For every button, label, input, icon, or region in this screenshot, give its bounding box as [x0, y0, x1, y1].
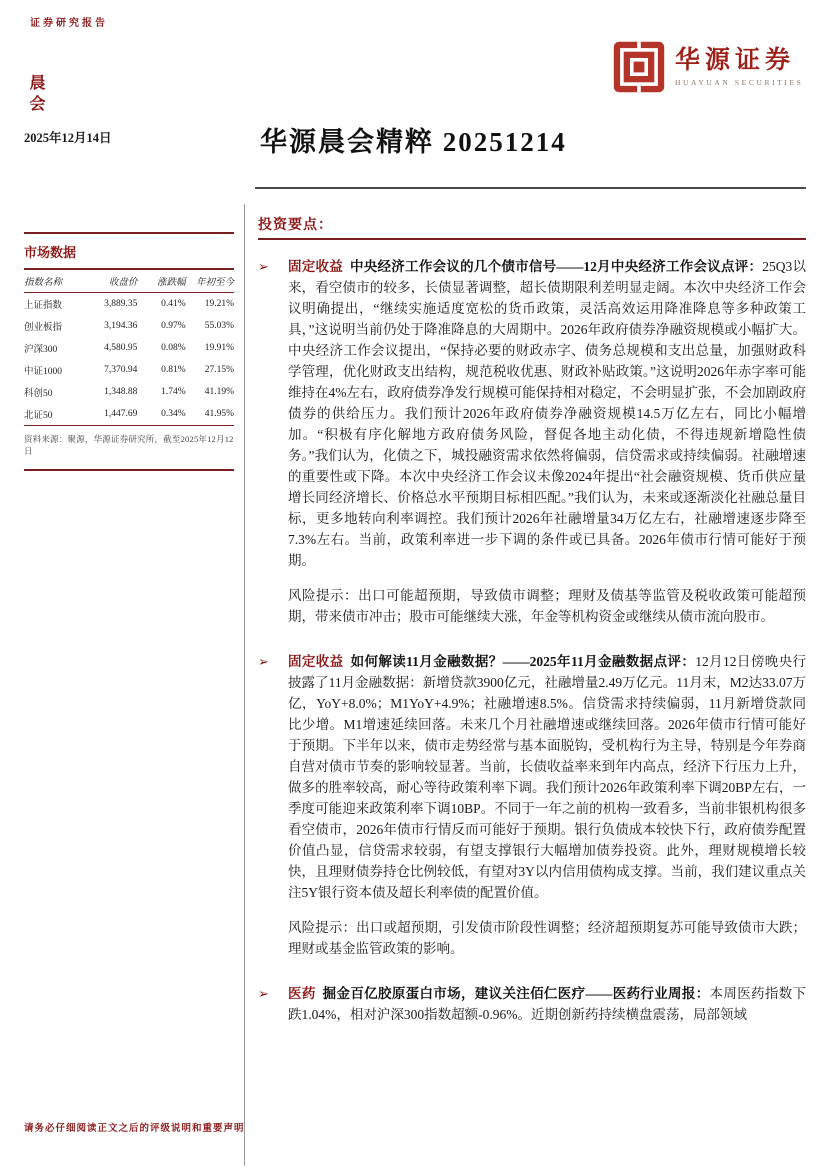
- item-content: [288, 256, 806, 627]
- table-header-cell: 年初至今: [186, 269, 234, 293]
- table-header-cell: 指数名称: [24, 269, 89, 293]
- change-pct: 0.08%: [161, 343, 186, 353]
- ytd-pct: 55.03%: [204, 321, 234, 331]
- change-pct: 0.97%: [161, 321, 186, 331]
- brand-logo: [612, 40, 808, 94]
- item-category: 固定收益: [288, 259, 344, 274]
- change-pct: 1.74%: [161, 387, 186, 397]
- close-price: 1,447.69: [89, 403, 137, 426]
- report-item: [258, 651, 806, 959]
- item-category: 固定收益: [288, 654, 344, 669]
- risk-note: 风险提示：出口或超预期，引发债市阶段性调整；经济超预期复苏可能导致债市大跌；理财或基金监管政策的影响。: [288, 920, 806, 956]
- index-name: 北证50: [24, 403, 89, 426]
- main-content: [258, 214, 806, 1049]
- item-headline: 掘金百亿胶原蛋白市场，建议关注佰仁医疗——医药行业周报：: [322, 986, 710, 1001]
- table-row: [24, 315, 234, 337]
- market-data-title: 市场数据: [24, 245, 77, 260]
- table-header-cell: 收盘价: [89, 269, 137, 293]
- brand-text: [675, 47, 803, 87]
- close-price: 4,580.95: [104, 343, 138, 353]
- report-item: [258, 983, 806, 1025]
- change-pct: 0.41%: [161, 299, 186, 309]
- close-price: 3,889.35: [104, 299, 138, 309]
- close-price: 1,348.88: [104, 387, 138, 397]
- bullet-icon: ➢: [258, 259, 269, 274]
- item-text: [288, 651, 806, 903]
- investment-highlights-title: 投资要点：: [258, 218, 333, 233]
- index-name: 创业板指: [24, 323, 63, 333]
- item-body: 本周医药指数下跌1.04%，相对沪深300指数超额-0.96%。近期创新药持续横盘震荡，局部领域: [288, 986, 807, 1022]
- change-pct: 0.34%: [137, 403, 185, 426]
- index-name: 中证1000: [24, 367, 63, 377]
- item-text: [288, 983, 806, 1025]
- table-header-row: [24, 269, 234, 293]
- bullet-icon: ➢: [258, 654, 269, 669]
- market-data-section: [24, 232, 234, 471]
- ytd-pct: 41.95%: [186, 403, 234, 426]
- item-headline: 如何解读11月金融数据？——2025年11月金融数据点评：: [350, 654, 696, 669]
- item-headline: 中央经济工作会议的几个债市信号——12月中央经济工作会议点评：: [350, 259, 763, 274]
- ytd-pct: 19.91%: [204, 343, 234, 353]
- market-data-table: [24, 268, 234, 426]
- brand-name-cn: 华源证券: [675, 47, 796, 75]
- ytd-pct: 41.19%: [204, 387, 234, 397]
- footer-disclaimer: 请务必仔细阅读正文之后的评级说明和重要声明: [24, 1124, 245, 1134]
- table-row: [24, 337, 234, 359]
- close-price: 7,370.94: [104, 365, 138, 375]
- item-body: 25Q3以来，看空债市的较多，长债显著调整，超长债期限利差明显走阔。本次中央经济工作会议明确提出，“继续实施适度宽松的货币政策，灵活高效运用降准降息等多种政策工具，”这说明当前仍处于降准降息的大周期中。2026年政府债券净融资规模或小幅扩大。中央经济工作会议提出，“保持必要的财政赤字、债务总规模和支出总量，加强财政科学管理，优化财政支出结构，规范税收优惠、财政补贴政策。”这说明2026年赤字率可能维持在4%左右，政府债券净发行规模可能保持相对稳定，不会明显扩张，不会加剧政府债券的供给压力。我们预计2026年政府债券净融资规模14.5万亿左右，同比小幅增加。“积极有序化解地方政府债务风险，督促各地主动化债，不得违规新增隐性债务。”我们认为，化债之下，城投融资需求依然将偏弱，信贷需求或持续偏弱。社融增速的重要性或下降。本次中央经济工作会议未像2024年提出“社会融资规模、货币供应量增长同经济增长、价格总水平预期目标相匹配。”我们认为，未来或逐渐淡化社融总量目标，更多地转向利率调控。我们预计2026年社融增量34万亿左右，社融增速逐步降至7.3%左右。当前，政策利率进一步下调的条件或已具备。2026年债市行情可能好于预期。: [288, 259, 807, 568]
- report-date: 2025年12月14日: [24, 131, 112, 145]
- section-divider: [258, 238, 806, 240]
- column-divider: [244, 204, 245, 1166]
- page-title: 华源晨会精粹 20251214: [260, 127, 567, 157]
- close-price: 3,194.36: [104, 321, 138, 331]
- table-row: [24, 293, 234, 316]
- item-body: 12月12日傍晚央行披露了11月金融数据：新增贷款3900亿元，社融增量2.49万亿元。11月末，M2达33.07万亿，YoY+8.0%；M1YoY+4.9%；社融增速8.5%。信贷需求持续偏弱，11月新增贷款同比少增。M1增速延续回落。未来几个月社融增速或继续回落。2026年债市行情可能好于预期。下半年以来，债市走势经常与基本面脱钩，受机构行为主导，特别是今年券商自营对债市节奏的影响较显著。当前，长债收益率来到年内高点，经济下行压力上升，做多的胜率较高，耐心等待政策利率下调。我们预计2026年政策利率下调20BP左右，一季度可能迎来政策利率下调10BP。不同于一年之前的机构一致看多，当前非银机构很多看空债市，2026年债市行情反而可能好于预期。银行负债成本较快下行，政府债券配置价值凸显，信贷需求较弱，有望支撑银行大幅增加债券投资。此外，理财规模增长较快，且理财债券持仓比例较低，有望对3Y以内信用债构成支撑。当前，我们建议重点关注5Y银行资本债及超长利率债的配置价值。: [288, 654, 807, 900]
- risk-note: 风险提示：出口可能超预期，导致债市调整；理财及债基等监管及税收政策可能超预期，带来债市冲击；股市可能继续大涨，年金等机构资金或继续从债市流向股市。: [288, 588, 806, 624]
- table-row: [24, 381, 234, 403]
- item-content: [288, 651, 806, 959]
- index-name: 沪深300: [24, 345, 58, 355]
- item-content: [288, 983, 806, 1025]
- item-category: 医药: [288, 986, 316, 1001]
- data-source-note: 资料来源：聚源，华源证券研究所，截至2025年12月12日: [24, 434, 234, 456]
- report-item: [258, 256, 806, 627]
- sidebar-bottom-divider: [24, 469, 234, 471]
- table-row: [24, 403, 234, 426]
- sidebar-top-divider: [24, 232, 234, 234]
- ytd-pct: 27.15%: [204, 365, 234, 375]
- table-row: [24, 359, 234, 381]
- doc-type-label: 晨会: [27, 74, 44, 116]
- index-name: 科创50: [24, 389, 53, 399]
- index-name: 上证指数: [24, 301, 63, 311]
- brand-seal-icon: [612, 40, 666, 94]
- change-pct: 0.81%: [161, 365, 186, 375]
- bullet-icon: ➢: [258, 986, 269, 1001]
- item-text: [288, 256, 806, 571]
- brand-name-en: HUAYUAN SECURITIES: [675, 77, 804, 87]
- table-header-cell: 涨跌幅: [137, 269, 185, 293]
- ytd-pct: 19.21%: [204, 299, 234, 309]
- title-divider: [255, 187, 806, 189]
- report-type-label: 证券研究报告: [30, 18, 108, 29]
